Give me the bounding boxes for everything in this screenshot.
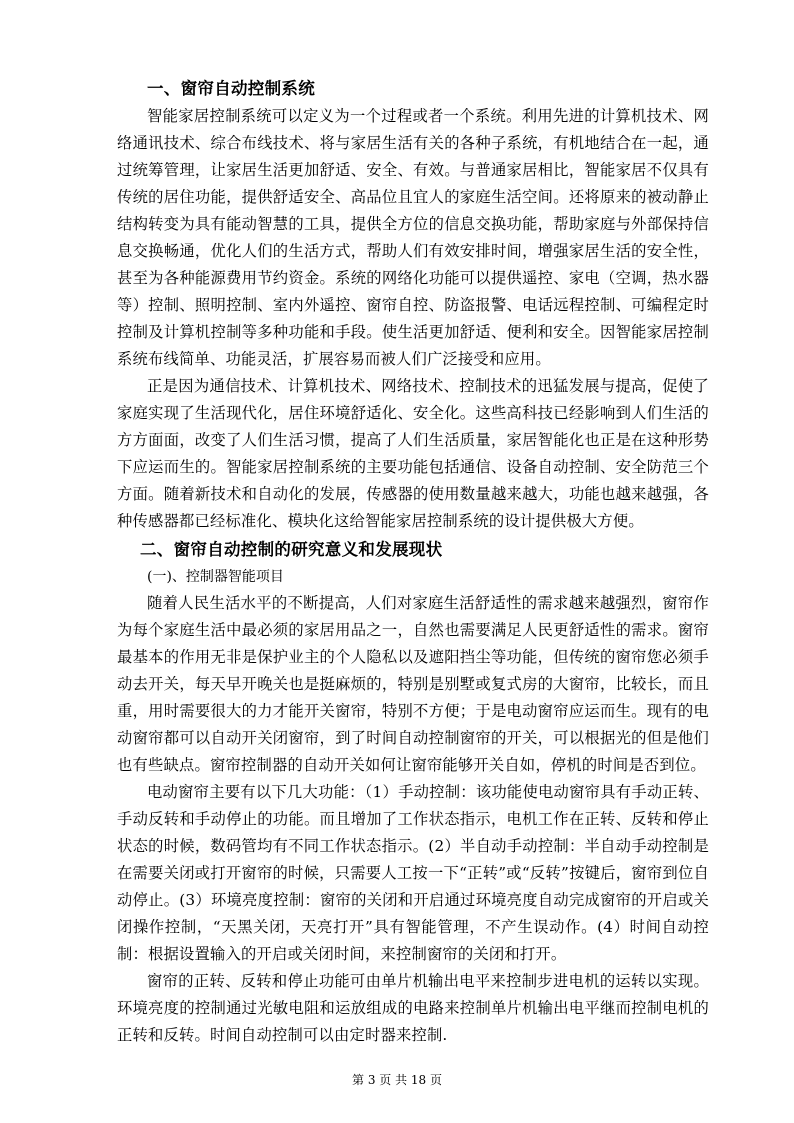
page-number-footer: 第 3 页 共 18 页: [352, 1073, 442, 1087]
section-2-heading: 二、窗帘自动控制的研究意义和发展现状: [140, 540, 443, 559]
section-2-paragraph-1: 随着人民生活水平的不断提高，人们对家庭生活舒适性的需求越来越强烈，窗帘作为每个家庭生活中最必须的家居用品之一，自然也需要满足人民更舒适性的需求。窗帘最基本的作用无非是保护业主的个人隐私以及遮阳挡尘等功能，但传统的窗帘您必须手动去开关，每天早开晚关也是挺麻烦的，特别是别墅或复式房的大窗帘，比较长，而且重，用时需要很大的力才能开关窗帘，特别不方便；于是电动窗帘应运而生。现有的电动窗帘都可以自动开关闭窗帘，到了时间自动控制窗帘的开关，可以根据光的但是他们也有些缺点。窗帘控制器的自动开关如何让窗帘能够开关自如，停机的时间是否到位。: [117, 594, 709, 774]
page-body: [117, 78, 709, 1049]
section-2-subheading: (一)、控制器智能项目: [147, 569, 284, 585]
section-1-paragraph-2: 正是因为通信技术、计算机技术、网络技术、控制技术的迅猛发展与提高，促使了家庭实现了生活现代化，居住环境舒适化、安全化。这些高科技已经影响到人们生活的方方面面，改变了人们生活习惯，提高了人们生活质量，家居智能化也正是在这种形势下应运而生的。智能家居控制系统的主要功能包括通信、设备自动控制、安全防范三个方面。随着新技术和自动化的发展，传感器的使用数量越来越大，功能也越来越强，各种传感器都已经标准化、模块化这给智能家居控制系统的设计提供极大方便。: [117, 377, 709, 530]
section-2-paragraph-3: 窗帘的正转、反转和停止功能可由单片机输出电平来控制步进电机的运转以实现。环境亮度的控制通过光敏电阻和运放组成的电路来控制单片机输出电平继而控制电机的正转和反转。时间自动控制可以由定时器来控制.: [117, 972, 709, 1044]
section-1-heading: 一、窗帘自动控制系统: [147, 79, 315, 98]
section-1-paragraph-1: 智能家居控制系统可以定义为一个过程或者一个系统。利用先进的计算机技术、网络通讯技术、综合布线技术、将与家居生活有关的各种子系统，有机地结合在一起，通过统筹管理，让家居生活更加舒适、安全、有效。与普通家居相比，智能家居不仅具有传统的居住功能，提供舒适安全、高品位且宜人的家庭生活空间。还将原来的被动静止结构转变为具有能动智慧的工具，提供全方位的信息交换功能，帮助家庭与外部保持信息交换畅通，优化人们的生活方式，帮助人们有效安排时间，增强家居生活的安全性，甚至为各种能源费用节约资金。系统的网络化功能可以提供遥控、家电（空调，热水器等）控制、照明控制、室内外遥控、窗帘自控、防盗报警、电话远程控制、可编程定时控制及计算机控制等多种功能和手段。使生活更加舒适、便利和安全。因智能家居控制系统布线简单、功能灵活，扩展容易而被人们广泛接受和应用。: [117, 107, 709, 368]
section-2-paragraph-2: 电动窗帘主要有以下几大功能：（1）手动控制：该功能使电动窗帘具有手动正转、手动反转和手动停止的功能。而且增加了工作状态指示，电机工作在正转、反转和停止状态的时候，数码管均有不同工作状态指示。(2）半自动手动控制：半自动手动控制是在需要关闭或打开窗帘的时候，只需要人工按一下“正转”或“反转”按键后，窗帘到位自动停止。(3）环境亮度控制：窗帘的关闭和开启通过环境亮度自动完成窗帘的开启或关闭操作控制，“天黑关闭，天亮打开”具有智能管理，不产生误动作。(4）时间自动控制：根据设置输入的开启或关闭时间，来控制窗帘的关闭和打开。: [117, 783, 709, 963]
